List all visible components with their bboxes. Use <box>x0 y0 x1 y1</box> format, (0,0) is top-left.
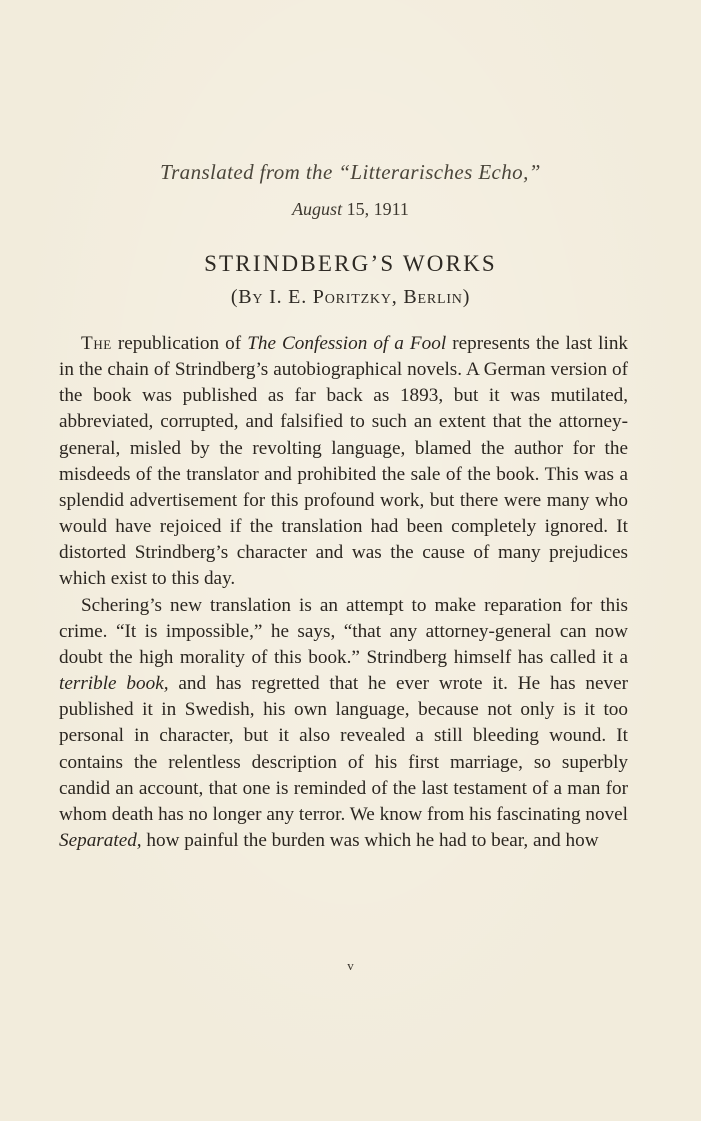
article-byline: (By I. E. Poritzky, Berlin) <box>230 286 471 308</box>
translation-note-prefix: Translated from the <box>160 160 339 184</box>
paragraph-1-text-b: represents the last link in the chain of Strindberg’s autobiographical novels. A German version of the book was published as far back as 1893, but it was mutilated, abbreviated, corrupted, and falsified to such an extent that the attorney-general, misled by the revolting language, blamed the author for the misdeeds of the translator and prohibited the sale of the book. This was a splendid advertisement for this profound work, but there were many who would have rejoiced if the translation had been completely ignored. It distorted Strindberg’s character and was the cause of many prejudices which exist to this day. <box>59 333 629 590</box>
source-periodical-name: “Litterarisches Echo,” <box>338 160 541 184</box>
publication-date-day-year: 15, 1911 <box>342 199 409 219</box>
paragraph-1-text-a: republication of <box>111 333 248 354</box>
article-body <box>59 331 628 854</box>
paragraph-1 <box>59 331 628 593</box>
article-title: STRINDBERG’S WORKS <box>204 251 497 276</box>
paragraph-2 <box>59 593 628 855</box>
publication-date <box>0 199 701 220</box>
publication-date-month: August <box>292 199 343 219</box>
book-title-confession: The Confession of a Fool <box>247 333 447 354</box>
novel-title-separated: Separated, <box>59 829 142 851</box>
translation-note <box>0 160 701 185</box>
paragraph-2-text-c: how painful the burden was which he had to bear, and how <box>141 829 599 851</box>
page-folio: v <box>347 958 354 973</box>
paragraph-2-text-b: and has regretted that he ever wrote it. He has never published it in Swedish, his own language, because not only is it too personal in character, but it also revealed a still bleeding wound. It contains the relentless description of his first marriage, so superbly candid an account, that one is reminded of the last testament of a man for whom death has no longer any terror. We know from his fascinating novel <box>59 673 629 825</box>
emphasis-terrible-book: terrible book, <box>59 673 169 695</box>
paragraph-2-text-a: Schering’s new translation is an attempt to make reparation for this crime. “It is impossible,” he says, “that any attorney-general can now doubt the high morality of this book.” Strindberg himself has called it a <box>59 594 628 668</box>
paragraph-1-lead-word: The <box>81 333 112 354</box>
